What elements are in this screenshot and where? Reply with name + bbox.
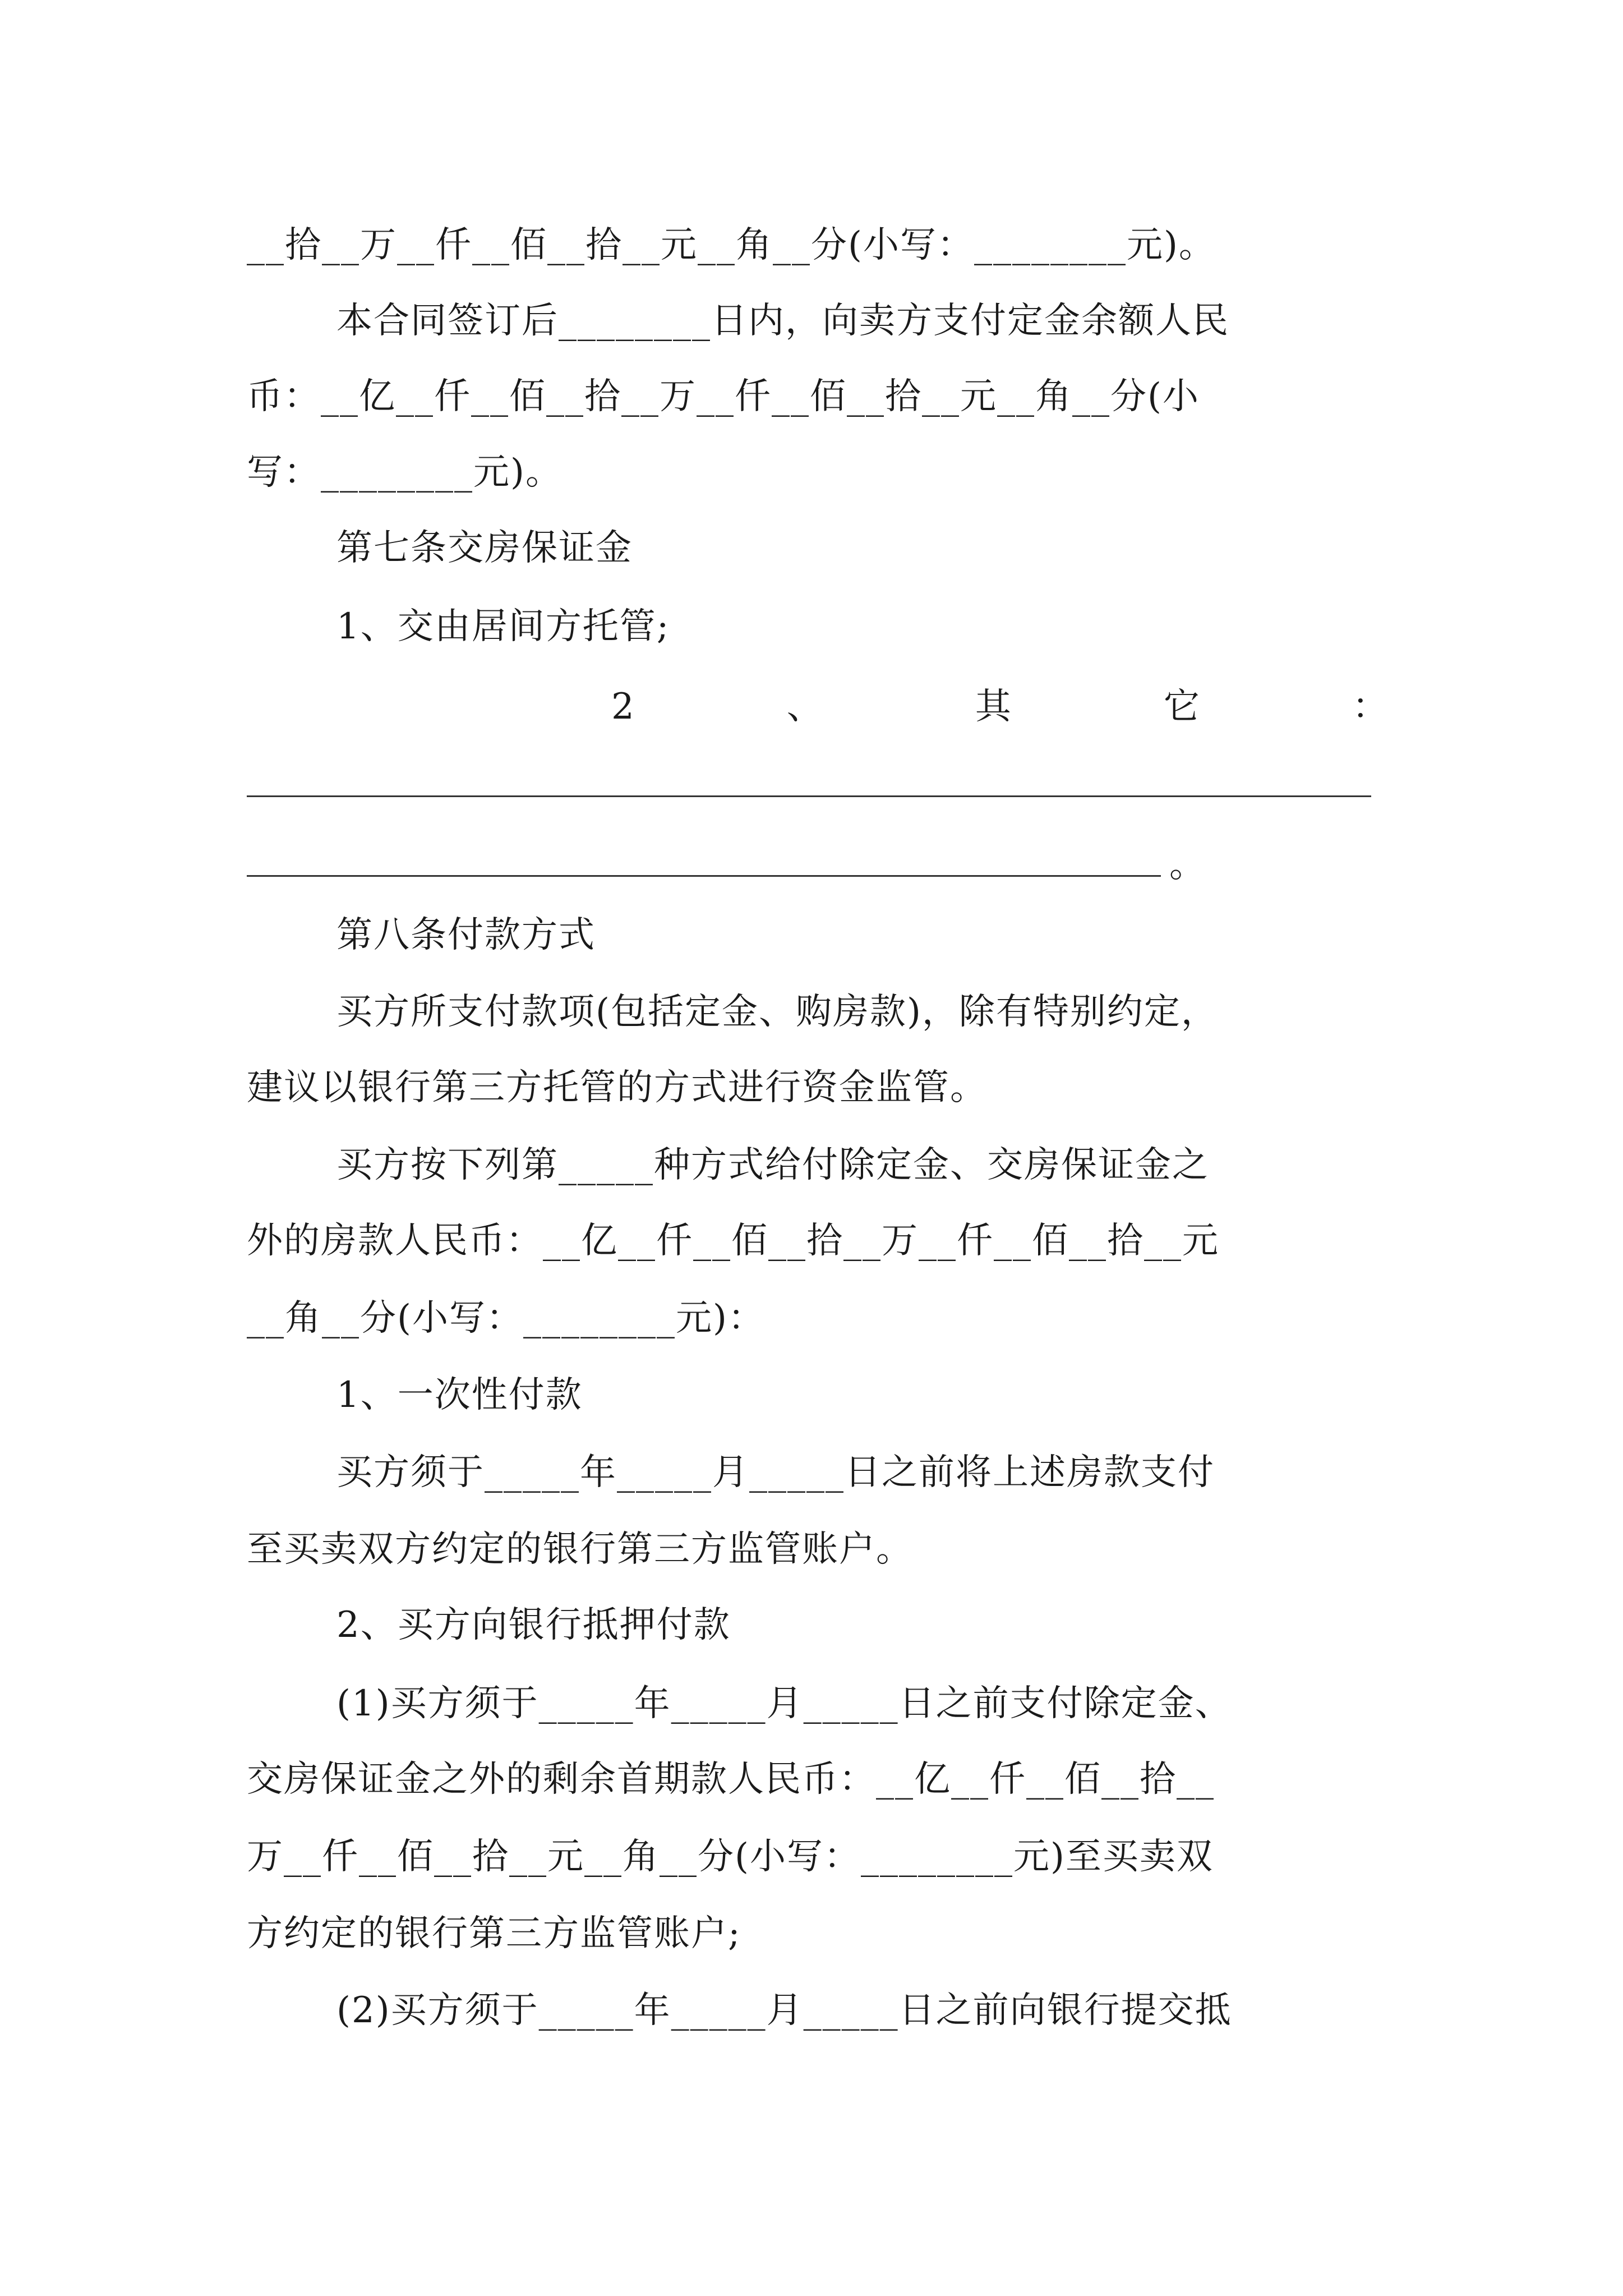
paragraph-line: (2)买方须于_____年_____月_____日之前向银行提交抵 — [336, 1990, 1232, 2031]
paragraph-line: 买方按下列第_____种方式给付除定金、交房保证金之 — [336, 1144, 1209, 1186]
end-mark: 。 — [1169, 844, 1205, 886]
list-item: 1、一次性付款 — [336, 1374, 583, 1416]
blank-underline — [247, 795, 1371, 797]
list-item: 2、买方向银行抵押付款 — [336, 1604, 731, 1646]
paragraph-line: 至买卖双方约定的银行第三方监管账户。 — [247, 1529, 913, 1570]
list-item: 1、交由居间方托管; — [336, 606, 670, 647]
paragraph-line: 万__仟__佰__拾__元__角__分(小写：________元)至买卖双 — [247, 1836, 1214, 1878]
paragraph-line: __拾__万__仟__佰__拾__元__角__分(小写：________元)。 — [247, 224, 1216, 266]
paragraph-line: 币：__亿__仟__佰__拾__万__仟__佰__拾__元__角__分(小 — [247, 376, 1200, 417]
other-item-label-1: 其 — [975, 686, 1011, 728]
paragraph-line: 买方所支付款项(包括定金、购房款)，除有特别约定， — [336, 991, 1218, 1033]
section-heading: 第七条交房保证金 — [336, 527, 633, 569]
paragraph-line: 交房保证金之外的剩余首期款人民币：__亿__仟__佰__拾__ — [247, 1759, 1215, 1800]
paragraph-line: 建议以银行第三方托管的方式进行资金监管。 — [247, 1067, 987, 1108]
paragraph-line: __角__分(小写：________元)： — [247, 1297, 765, 1339]
blank-underline — [247, 875, 1161, 877]
other-item-row — [611, 686, 1388, 728]
section-heading: 第八条付款方式 — [336, 914, 596, 956]
other-item-colon: ： — [1352, 686, 1388, 728]
other-item-label-2: 它 — [1163, 686, 1200, 728]
paragraph-line: 写：________元)。 — [247, 452, 562, 493]
paragraph-line: 外的房款人民币：__亿__仟__佰__拾__万__仟__佰__拾__元 — [247, 1220, 1219, 1262]
other-item-number: 2 — [611, 686, 634, 728]
paragraph-line: 本合同签订后________日内，向卖方支付定金余额人民 — [336, 300, 1229, 342]
paragraph-line: 方约定的银行第三方监管账户; — [247, 1913, 741, 1954]
paragraph-line: (1)买方须于_____年_____月_____日之前支付除定金、 — [336, 1683, 1232, 1724]
paragraph-line: 买方须于_____年_____月_____日之前将上述房款支付 — [336, 1452, 1215, 1493]
other-item-separator: 、 — [786, 686, 823, 728]
